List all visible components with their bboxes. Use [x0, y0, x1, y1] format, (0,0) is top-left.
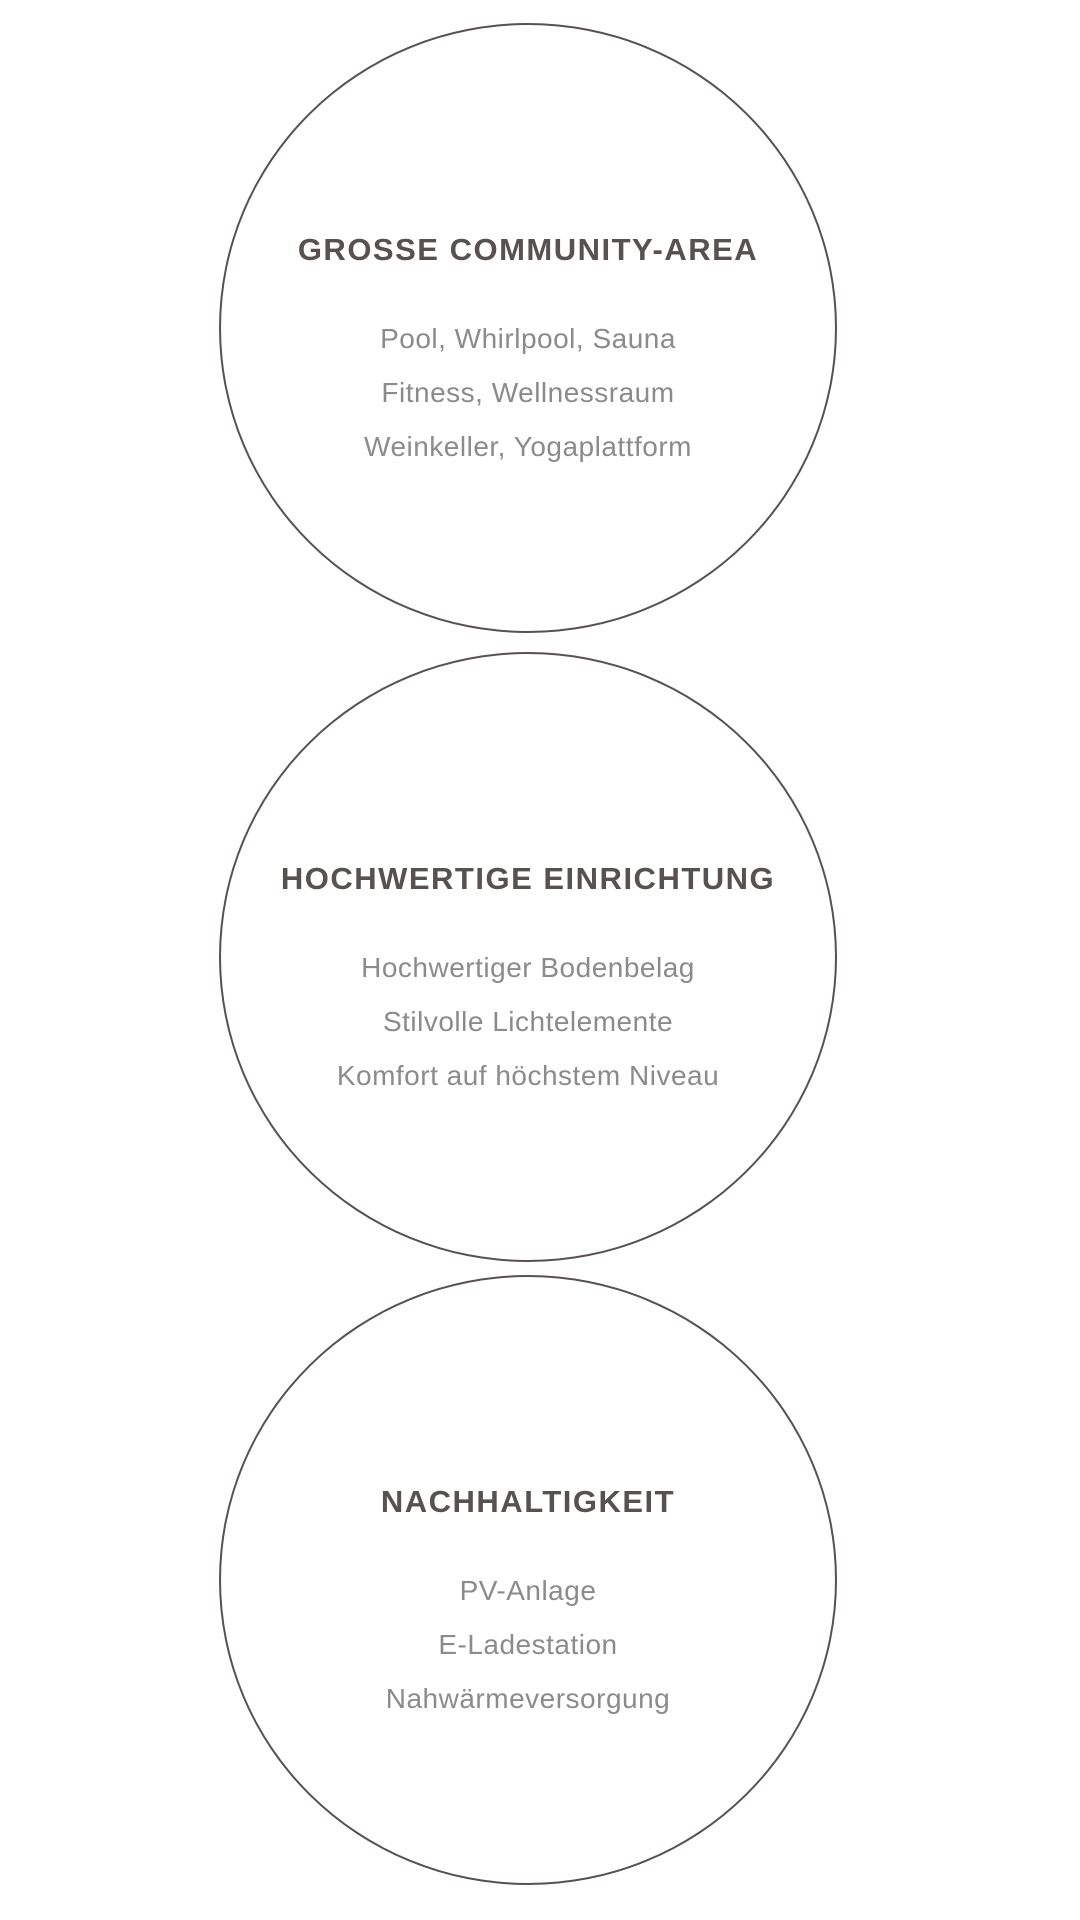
circle-title: NACHHALTIGKEIT: [380, 1484, 676, 1519]
circle-nachhaltigkeit: [219, 1275, 837, 1885]
circle-item: Stilvolle Lichtelemente: [382, 1006, 674, 1037]
circle-item-list: [337, 941, 719, 1103]
circle-title: GROSSE COMMUNITY-AREA: [297, 232, 759, 267]
circle-item: Komfort auf höchstem Niveau: [336, 1060, 720, 1091]
circle-title: HOCHWERTIGE EINRICHTUNG: [280, 861, 776, 896]
circle-item: PV-Anlage: [459, 1575, 597, 1606]
circle-item: Nahwärmeversorgung: [385, 1683, 671, 1714]
circle-item-list: [386, 1564, 670, 1726]
circle-item: Pool, Whirlpool, Sauna: [380, 323, 676, 354]
circle-item: Hochwertiger Bodenbelag: [361, 952, 695, 983]
circle-item: E-Ladestation: [438, 1629, 618, 1660]
circle-community-area: [219, 23, 837, 633]
circle-item-list: [364, 312, 692, 474]
circle-item: Weinkeller, Yogaplattform: [364, 431, 692, 462]
circle-item: Fitness, Wellnessraum: [381, 377, 675, 408]
circle-einrichtung: [219, 652, 837, 1262]
